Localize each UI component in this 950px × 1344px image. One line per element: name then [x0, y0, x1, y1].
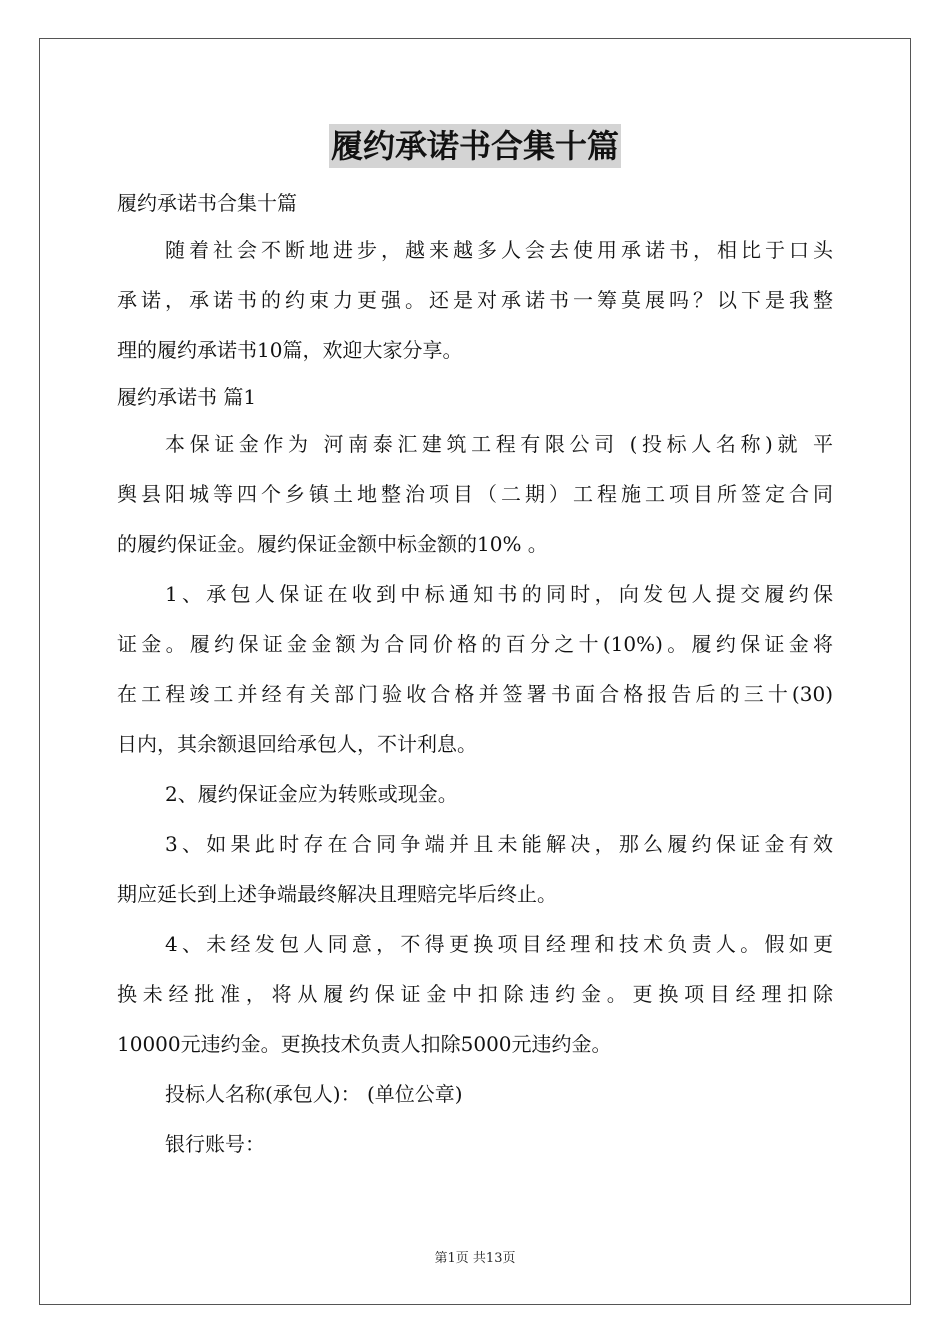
paragraph-line: 3、如果此时存在合同争端并且未能解决，那么履约保证金有效 — [165, 832, 833, 856]
document-body — [117, 181, 833, 1169]
paragraph-line: 2、履约保证金应为转账或现金。 — [165, 782, 458, 806]
paragraph-line: 4、未经发包人同意，不得更换项目经理和技术负责人。假如更 — [165, 932, 833, 956]
paragraph-line: 理的履约承诺书10篇，欢迎大家分享。 — [117, 338, 463, 362]
title-container — [0, 124, 950, 168]
document-title: 履约承诺书合集十篇 — [329, 124, 621, 168]
bank-account-line: 银行账号： — [165, 1132, 265, 1156]
signature-line: 投标人名称(承包人)： (单位公章) — [165, 1082, 463, 1106]
paragraph-line: 的履约保证金。履约保证金额中标金额的10% 。 — [117, 532, 548, 556]
paragraph-line: 随着社会不断地进步，越来越多人会去使用承诺书，相比于口头 — [165, 238, 833, 262]
paragraph-line: 换未经批准，将从履约保证金中扣除违约金。更换项目经理扣除 — [117, 982, 833, 1006]
paragraph-line: 本保证金作为 河南泰汇建筑工程有限公司 (投标人名称)就 平 — [165, 432, 833, 456]
paragraph-line: 日内，其余额退回给承包人，不计利息。 — [117, 732, 477, 756]
section-heading: 履约承诺书 篇1 — [117, 385, 257, 409]
paragraph-line: 证金。履约保证金金额为合同价格的百分之十(10%)。履约保证金将 — [117, 632, 833, 656]
paragraph-line: 1、承包人保证在收到中标通知书的同时，向发包人提交履约保 — [165, 582, 833, 606]
paragraph-line: 承诺，承诺书的约束力更强。还是对承诺书一筹莫展吗？以下是我整 — [117, 288, 833, 312]
paragraph-line: 期应延长到上述争端最终解决且理赔完毕后终止。 — [117, 882, 557, 906]
paragraph-line: 舆县阳城等四个乡镇土地整治项目（二期）工程施工项目所签定合同 — [117, 482, 833, 506]
subtitle-line: 履约承诺书合集十篇 — [117, 191, 297, 215]
page-footer: 第1页 共13页 — [434, 1251, 516, 1266]
paragraph-line: 10000元违约金。更换技术负责人扣除5000元违约金。 — [117, 1032, 612, 1056]
paragraph-line: 在工程竣工并经有关部门验收合格并签署书面合格报告后的三十(30) — [117, 682, 833, 706]
